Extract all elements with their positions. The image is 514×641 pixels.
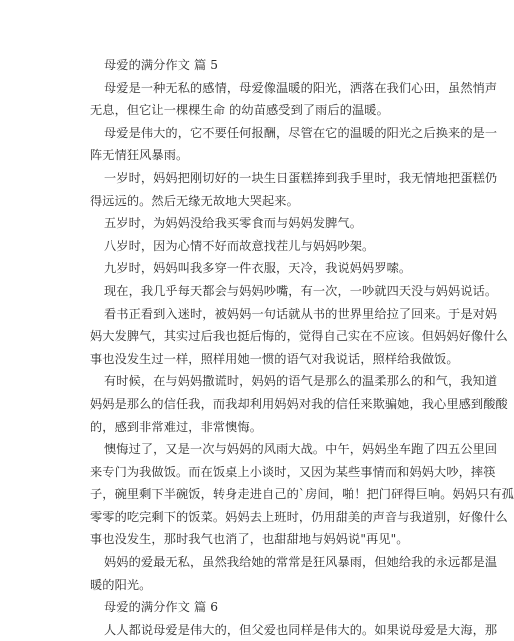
essay-title: 母爱的满分作文 篇 6 bbox=[104, 600, 219, 615]
paragraph-line: 有时候，在与妈妈撒谎时，妈妈的语气是那么的温柔那么的和气，我知道 bbox=[104, 374, 498, 389]
paragraph-line: 懊悔过了，又是一次与妈妈的风雨大战。中午，妈妈坐车跑了四五公里回 bbox=[104, 442, 498, 457]
paragraph-line: 人人都说母爱是伟大的，但父爱也同样是伟大的。如果说母爱是大海，那 bbox=[104, 622, 498, 637]
paragraph-line: 事也没发生，那时我气也消了，也甜甜地与妈妈说"再见"。 bbox=[90, 532, 409, 547]
paragraph-line: 得远远的。然后无缘无故地大哭起来。 bbox=[90, 193, 299, 208]
paragraph-line: 一岁时，妈妈把刚切好的一块生日蛋糕捧到我手里时，我无情地把蛋糕仍 bbox=[104, 170, 498, 185]
paragraph-line: 看书正看到入迷时，被妈妈一句话就从书的世界里给拉了回来。于是对妈 bbox=[104, 306, 498, 321]
paragraph-line: 事也没发生过一样，照样用她一惯的语气对我说话，照样给我做饭。 bbox=[90, 351, 459, 366]
paragraph-line: 母爱是伟大的，它不要任何报酬，尽管在它的温暖的阳光之后换来的是一 bbox=[104, 125, 498, 140]
paragraph-line: 母爱是一种无私的感情，母爱像温暖的阳光，洒落在我们心田，虽然悄声 bbox=[104, 80, 498, 95]
paragraph-line: 暖的阳光。 bbox=[90, 577, 152, 592]
paragraph-line: 无息，但它让一棵棵生命 的幼苗感受到了雨后的温暖。 bbox=[90, 103, 389, 118]
paragraph-line: 五岁时，为妈妈没给我买零食而与妈妈发脾气。 bbox=[104, 216, 363, 231]
paragraph-line: 八岁时，因为心情不好而故意找茬儿与妈妈吵架。 bbox=[104, 238, 375, 253]
paragraph-line: 阵无情狂风暴雨。 bbox=[90, 148, 189, 163]
paragraph-line: 的，感到非常难过，非常懊悔。 bbox=[90, 419, 263, 434]
paragraph-line: 九岁时，妈妈叫我多穿一件衣服，天冷，我说妈妈罗嗦。 bbox=[104, 261, 412, 276]
essay-title: 母爱的满分作文 篇 5 bbox=[104, 58, 219, 72]
paragraph-line: 妈大发脾气，其实过后我也挺后悔的，觉得自己实在不应该。但妈妈好像什么 bbox=[90, 329, 508, 344]
paragraph-line: 现在，我几乎每天都会与妈妈吵嘴，有一次，一吵就四天没与妈妈说话。 bbox=[104, 283, 498, 298]
paragraph-line: 零零的吃完剩下的饭菜。妈妈去上班时，仍用甜美的声音与我道别，好像什么 bbox=[90, 509, 508, 524]
paragraph-line: 来专门为我做饭。而在饭桌上小谈时，又因为某些事情而和妈妈大吵，摔筷 bbox=[90, 464, 496, 479]
paragraph-line: 子，碗里剩下半碗饭，转身走进自己的`房间，啪！把门砰得巨响。妈妈只有孤 bbox=[90, 487, 514, 502]
paragraph-line: 妈妈是那么的信任我，而我却利用妈妈对我的信任来欺骗她，我心里感到酸酸 bbox=[90, 396, 508, 411]
document-body bbox=[90, 54, 514, 641]
paragraph-line: 妈妈的爱最无私，虽然我给她的常常是狂风暴雨，但她给我的永远都是温 bbox=[104, 555, 498, 570]
